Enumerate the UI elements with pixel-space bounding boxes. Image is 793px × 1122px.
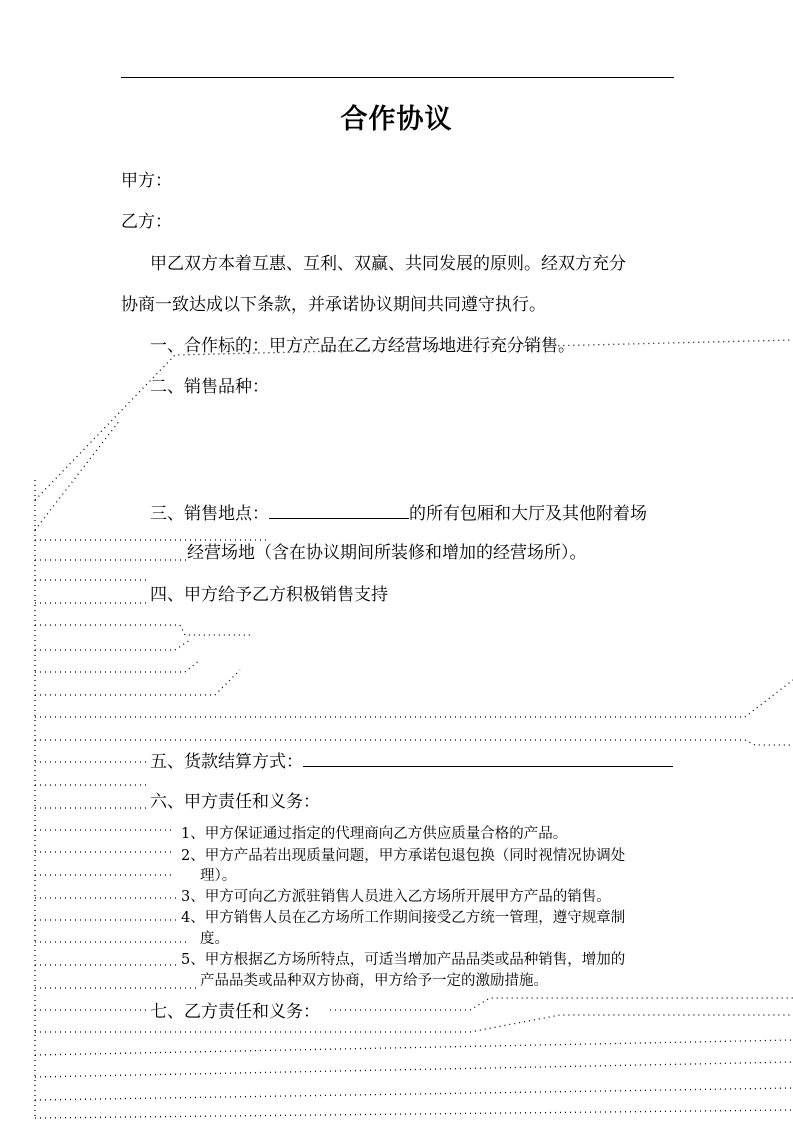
intro-line-1: 甲乙双方本着互惠、互利、双赢、共同发展的原则。经双方充分 — [150, 254, 626, 274]
section-1-cooperation-target: 一、合作标的：甲方产品在乙方经营场地进行充分销售。 — [150, 336, 575, 356]
header-rule — [121, 77, 674, 78]
section-6-party-a-duties: 六、甲方责任和义务： — [150, 792, 320, 812]
list-item: 5、甲方根据乙方场所特点，可适当增加产品品类或品种销售，增加的 — [181, 952, 626, 968]
section-7-party-b-duties: 七、乙方责任和义务： — [150, 1002, 320, 1022]
section-5-payment-method — [150, 748, 673, 774]
section-4-sales-support: 四、甲方给予乙方积极销售支持 — [150, 585, 388, 605]
intro-line-2: 协商一致达成以下条款，并承诺协议期间共同遵守执行。 — [121, 295, 546, 315]
list-item: 2、甲方产品若出现质量问题，甲方承诺包退包换（同时视情况协调处 — [181, 848, 626, 864]
payment-blank-field[interactable] — [303, 748, 673, 767]
list-item: 理）。 — [200, 868, 237, 884]
section-2-sales-varieties: 二、销售品种： — [150, 377, 269, 397]
list-item: 1、甲方保证通过指定的代理商向乙方供应质量合格的产品。 — [181, 826, 568, 842]
section-5-label: 五、货款结算方式： — [150, 752, 303, 772]
list-item: 3、甲方可向乙方派驻销售人员进入乙方场所开展甲方产品的销售。 — [181, 889, 611, 905]
section-3-sales-location — [150, 500, 647, 526]
party-a-label: 甲方： — [121, 171, 172, 191]
section-3-prefix: 三、销售地点： — [150, 504, 269, 524]
list-item: 度。 — [200, 931, 229, 947]
section-3-continuation: 经营场地（含在协议期间所装修和增加的经营场所）。 — [187, 543, 587, 563]
section-3-suffix: 的所有包厢和大厅及其他附着场 — [409, 504, 647, 524]
list-item: 4、甲方销售人员在乙方场所工作期间接受乙方统一管理，遵守规章制 — [181, 910, 626, 926]
location-blank-field[interactable] — [269, 500, 409, 519]
page-title: 合作协议 — [340, 104, 453, 135]
list-item: 产品品类或品种双方协商，甲方给予一定的激励措施。 — [200, 973, 548, 989]
party-b-label: 乙方： — [121, 212, 172, 232]
